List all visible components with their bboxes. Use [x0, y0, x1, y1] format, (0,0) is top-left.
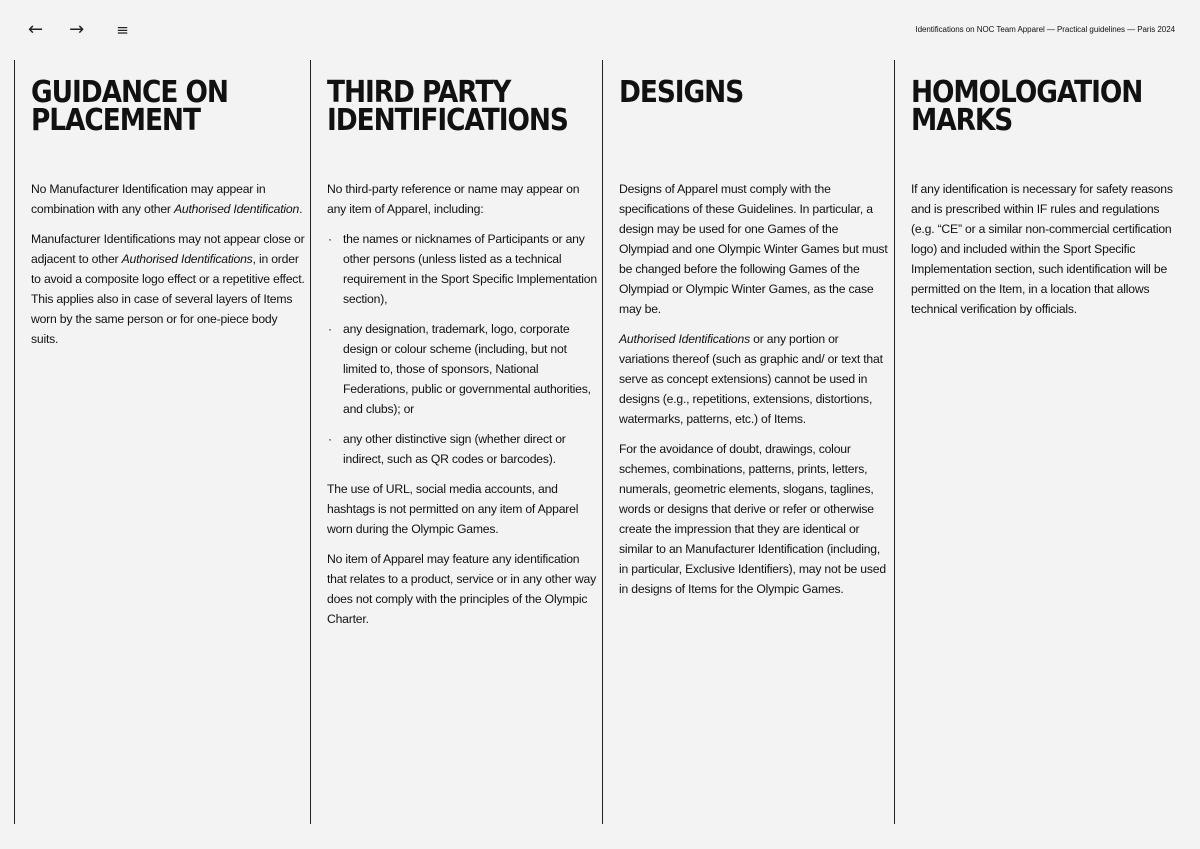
column-heading	[911, 60, 1143, 179]
column-heading	[619, 60, 858, 179]
back-arrow-icon[interactable]: ←	[28, 19, 44, 40]
list-item: · any other distinctive sign (whether direct or indirect, such as QR codes or barcodes).	[327, 429, 599, 469]
heading-line: PLACEMENT	[31, 103, 200, 138]
navigation-bar	[28, 18, 155, 42]
column-body	[31, 179, 307, 349]
list-item: · any designation, trademark, logo, corporate design or colour scheme (including, but not limited to, those of sponsors, National Federations, public or governmental authorities, and clubs); or	[327, 319, 599, 419]
paragraph: No Manufacturer Identification may appear in combination with any other Authorised Identification.	[31, 182, 303, 216]
list-item: · the names or nicknames of Participants or any other persons (unless listed as a technical requirement in the Sport Specific Implementation section),	[327, 229, 599, 309]
column-heading	[327, 60, 566, 179]
heading-line: DESIGNS	[619, 75, 744, 110]
heading-line: MARKS	[911, 103, 1013, 138]
emphasis-text: Authorised Identifications	[619, 332, 750, 346]
paragraph: No third-party reference or name may appear on any item of Apparel, including:	[327, 182, 580, 216]
paragraph: Authorised Identifications or any portion or variations thereof (such as graphic and/ or text that serve as concept extensions) cannot be used in designs (e.g., repetitions, extensions, distortions, watermarks, patterns, etc.) of Items.	[619, 332, 883, 426]
column-body	[619, 179, 891, 599]
column-guidance-on-placement	[14, 60, 311, 824]
heading-line: HOMOLOGATION	[911, 75, 1143, 110]
column-homologation-marks	[894, 60, 1179, 824]
emphasis-text: Authorised Identifications	[121, 252, 253, 266]
heading-line: IDENTIFICATIONS	[327, 103, 568, 138]
emphasis-text: Authorised Identification	[173, 202, 300, 216]
paragraph: Designs of Apparel must comply with the specifications of these Guidelines. In particular, a design may be used for one Games of the Olympiad and one Olympic Winter Games but must be changed before the following Games of the Olympiad or Olympic Winter Games, as the case may be.	[619, 182, 888, 316]
paragraph: Manufacturer Identifications may not appear close or adjacent to other Authorised Identifications, in order to avoid a composite logo effect or a repetitive effect. This applies also in case of several layers of Items worn by the same person or for one-piece body suits.	[31, 232, 305, 346]
paragraph: No item of Apparel may feature any identification that relates to a product, service or in any other way does not comply with the principles of the Olympic Charter.	[327, 552, 596, 626]
document-title: Identifications on NOC Team Apparel — Practical guidelines — Paris 2024	[915, 25, 1175, 34]
paragraph: If any identification is necessary for safety reasons and is prescribed within IF rules and regulations (e.g. “CE” or a similar non-commercial certification logo) and included within the Sport Specific Implementation section, such identification will be permitted on the Item, in a location that allows technical verification by officials.	[911, 182, 1173, 316]
column-heading	[31, 60, 274, 179]
heading-line: GUIDANCE ON	[31, 75, 228, 110]
menu-icon[interactable]: ≡	[116, 21, 129, 39]
paragraph: For the avoidance of doubt, drawings, colour schemes, combinations, patterns, prints, letters, numerals, geometric elements, slogans, taglines, words or designs that derive or refer or otherwise create the impression that they are identical or similar to an Manufacturer Identification (including, in particular, Exclusive Identifiers), may not be used in designs of Items for the Olympic Games.	[619, 442, 886, 596]
bullet-list	[327, 229, 599, 469]
forward-arrow-icon[interactable]: →	[69, 19, 85, 40]
column-body	[327, 179, 599, 629]
column-third-party-identifications	[310, 60, 603, 824]
heading-line: THIRD PARTY	[327, 75, 511, 110]
column-body	[911, 179, 1175, 319]
column-designs	[602, 60, 895, 824]
paragraph: The use of URL, social media accounts, and hashtags is not permitted on any item of Apparel worn during the Olympic Games.	[327, 482, 579, 536]
